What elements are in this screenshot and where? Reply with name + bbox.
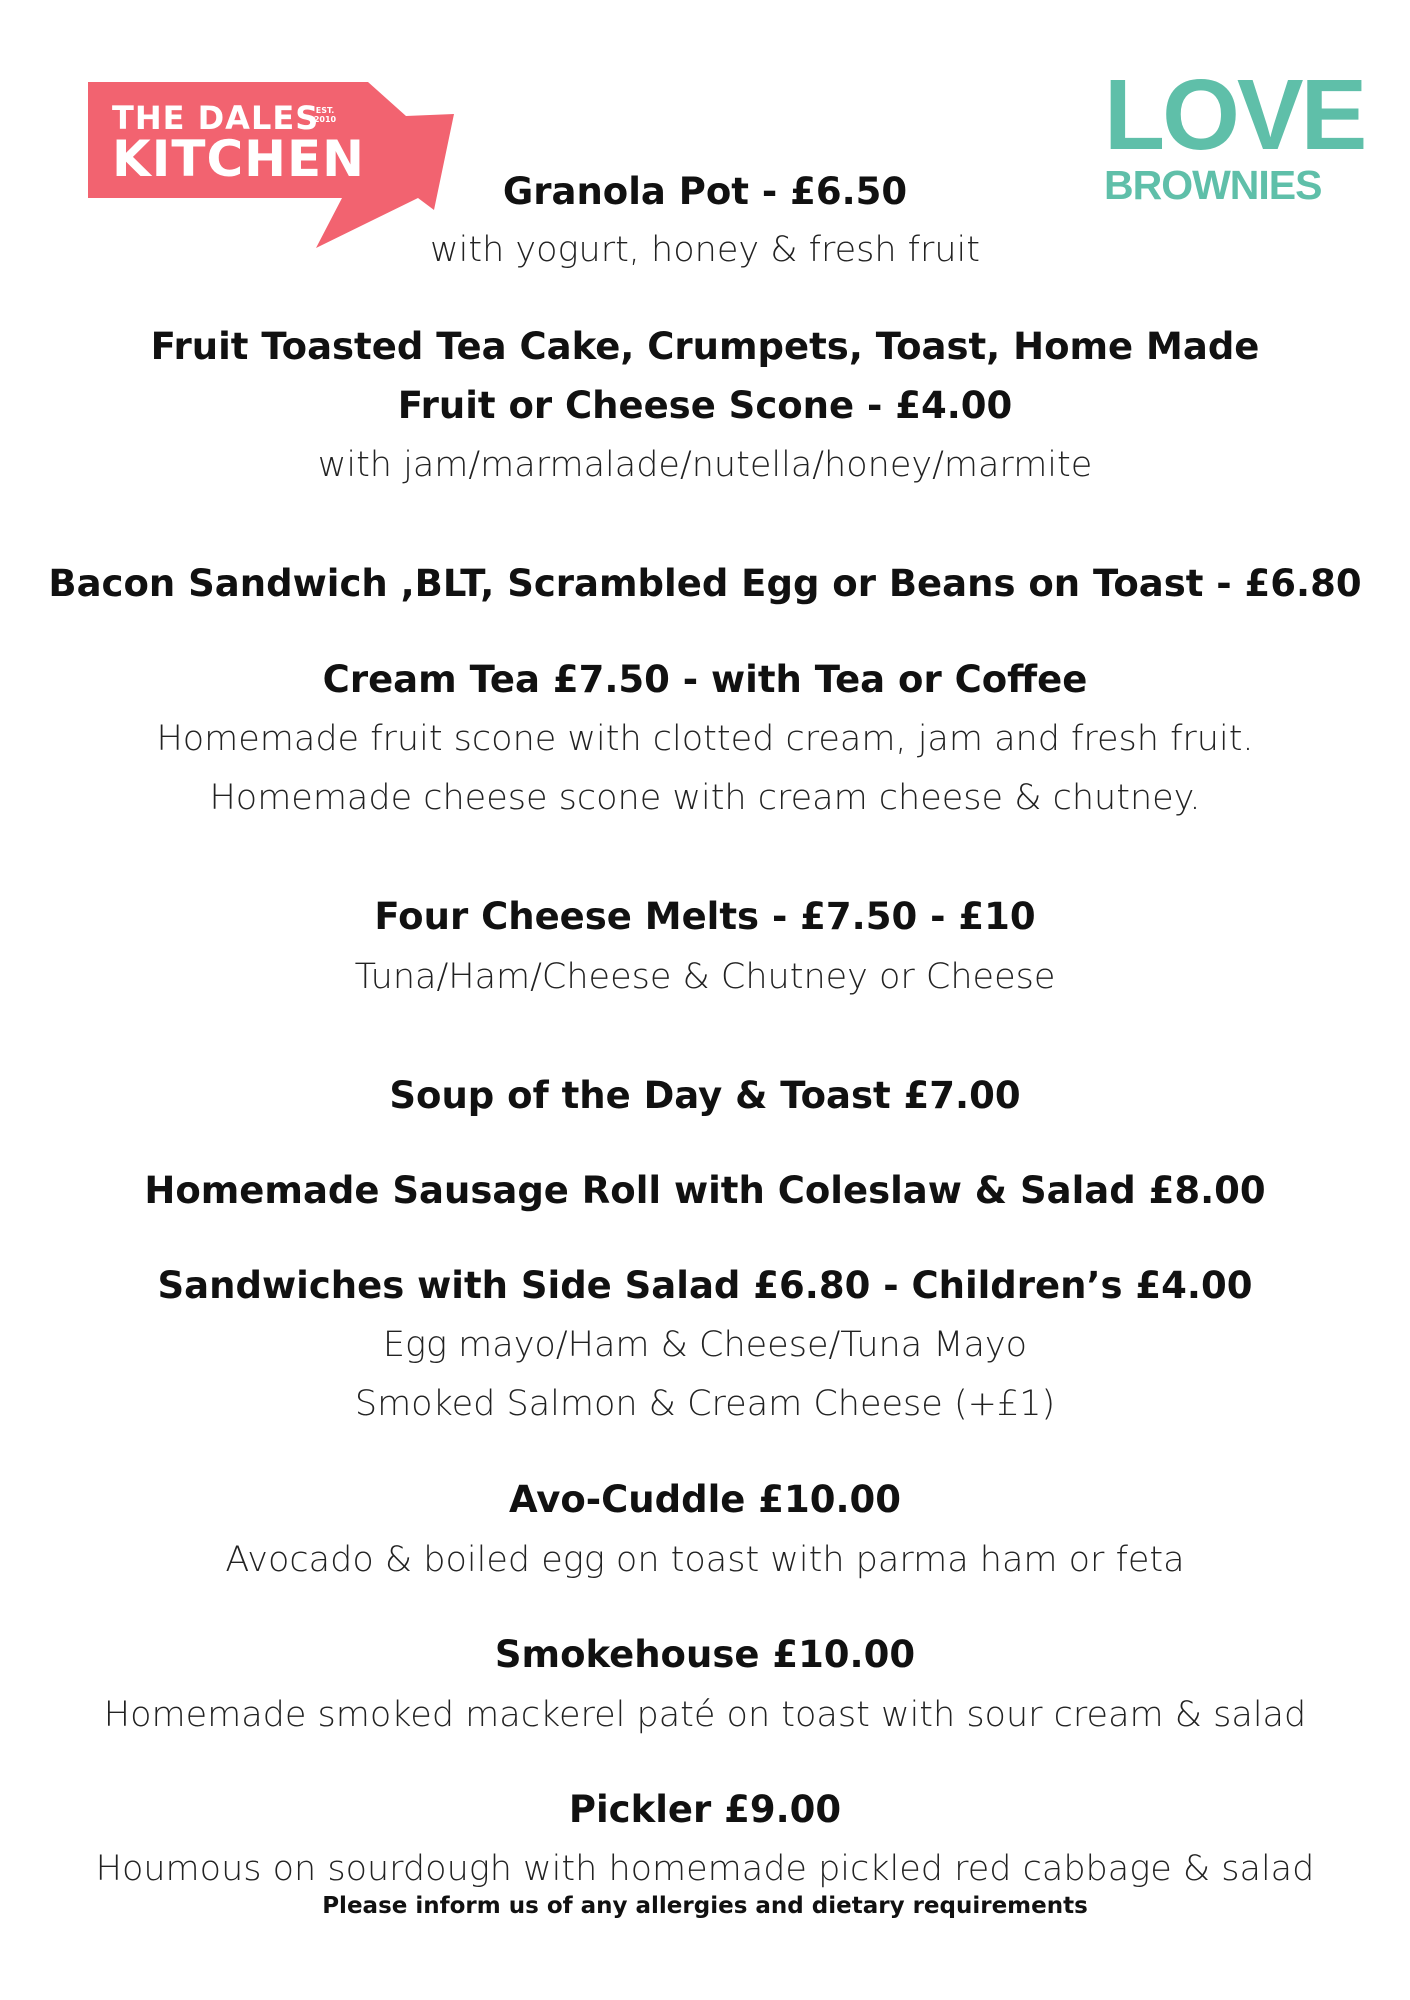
item-desc-smokehouse: Homemade smoked mackerel paté on toast with sour cream & salad: [103, 1695, 1307, 1735]
item-desc-sandwiches-line2: Smoked Salmon & Cream Cheese (+£1): [354, 1384, 1056, 1424]
item-heading-cheese-melts: Four Cheese Melts - £7.50 - £10: [374, 895, 1036, 938]
dales-logo-est-label: EST.: [315, 106, 335, 115]
love-logo-line1: LOVE: [1104, 59, 1365, 171]
item-heading-toast-line1: Fruit Toasted Tea Cake, Crumpets, Toast, Home Made: [150, 325, 1260, 368]
item-heading-cream-tea: Cream Tea £7.50 - with Tea or Coffee: [322, 658, 1088, 701]
item-desc-sandwiches-line1: Egg mayo/Ham & Cheese/Tuna Mayo: [382, 1325, 1028, 1365]
item-desc-cheese-melts: Tuna/Ham/Cheese & Chutney or Cheese: [354, 957, 1056, 997]
item-desc-toast: with jam/marmalade/nutella/honey/marmite: [317, 445, 1093, 485]
item-heading-pickler: Pickler £9.00: [568, 1788, 842, 1831]
item-heading-bacon: Bacon Sandwich ,BLT, Scrambled Egg or Beans on Toast - £6.80: [48, 562, 1362, 605]
item-heading-sausage-roll: Homemade Sausage Roll with Coleslaw & Salad £8.00: [144, 1169, 1266, 1212]
love-logo-line2: BROWNIES: [1104, 162, 1322, 208]
dales-kitchen-logo: [88, 80, 458, 250]
item-heading-sandwiches: Sandwiches with Side Salad £6.80 - Children’s £4.00: [157, 1264, 1253, 1307]
dales-logo-line2: KITCHEN: [112, 130, 365, 188]
allergy-note: Please inform us of any allergies and dietary requirements: [322, 1893, 1088, 1919]
dales-logo-est: [310, 106, 340, 124]
item-heading-toast-line2: Fruit or Cheese Scone - £4.00: [397, 384, 1013, 427]
item-heading-avo-cuddle: Avo-Cuddle £10.00: [508, 1478, 902, 1521]
item-desc-pickler: Houmous on sourdough with homemade pickled red cabbage & salad: [95, 1849, 1315, 1889]
item-desc-cream-tea-line2: Homemade cheese scone with cream cheese & chutney.: [209, 778, 1201, 818]
item-desc-avo-cuddle: Avocado & boiled egg on toast with parma ham or feta: [225, 1540, 1185, 1580]
dales-logo-line1: THE DALES: [112, 99, 320, 137]
item-heading-soup: Soup of the Day & Toast £7.00: [389, 1074, 1021, 1117]
item-heading-granola: Granola Pot - £6.50: [502, 170, 908, 213]
item-desc-granola: with yogurt, honey & fresh fruit: [430, 230, 980, 270]
item-heading-smokehouse: Smokehouse £10.00: [494, 1633, 916, 1676]
dales-logo-est-year: 2010: [313, 115, 337, 124]
item-desc-cream-tea-line1: Homemade fruit scone with clotted cream, jam and fresh fruit.: [156, 719, 1254, 759]
